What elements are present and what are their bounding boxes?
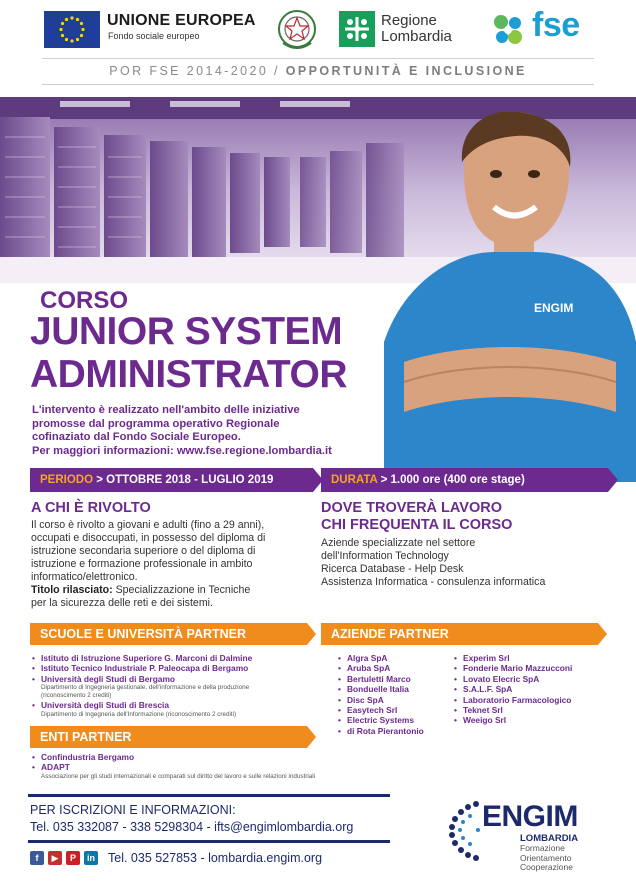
italian-republic-emblem-icon — [277, 9, 317, 51]
por-prefix: POR FSE 2014-2020 / — [109, 64, 280, 78]
periodo-label: PERIODO — [40, 474, 94, 486]
divider — [42, 84, 594, 85]
aziende-list-col-2 — [454, 653, 614, 726]
eu-flag-icon — [44, 11, 100, 48]
list-item: • S.A.L.F. SpA — [454, 684, 614, 694]
chi-line-1: Il corso è rivolto a giovani e adulti (fino a 29 anni), — [31, 519, 265, 531]
por-suffix: OPPORTUNITÀ E INCLUSIONE — [285, 64, 527, 78]
aziende-arrow — [598, 623, 607, 645]
footer-tel-website: Tel. 035 527853 - lombardia.engim.org — [108, 851, 323, 865]
dove-text — [321, 537, 611, 589]
course-title-line-1: JUNIOR SYSTEM — [30, 310, 343, 353]
dove-line-4: Assistenza Informatica - consulenza informatica — [321, 576, 546, 588]
fse-logo-icon — [488, 10, 528, 50]
iscrizioni-contacts: Tel. 035 332087 - 338 5298304 - ifts@engimlombardia.org — [30, 820, 354, 834]
lombardia-rose-icon — [339, 11, 375, 47]
list-item: • Lovato Elecric SpA — [454, 674, 614, 684]
enti-list — [32, 752, 352, 781]
list-item-note: Dipartimento di Ingegneria gestionale, dell'informazione e della produzione — [41, 684, 250, 692]
list-item: • Istituto di Istruzione Superiore G. Marconi di Dalmine — [32, 653, 322, 663]
list-item: • Istituto Tecnico Industriale P. Paleocapa di Bergamo — [32, 663, 322, 673]
footer-rule — [28, 840, 390, 843]
dove-line-2: dell'Information Technology — [321, 550, 449, 562]
chi-line-5: informatico/elettronico. — [31, 571, 138, 583]
list-item-continuation: • di Rota Pierantonio — [338, 726, 453, 736]
lombardia-line-2: Lombardia — [381, 28, 452, 45]
titolo-text: Specializzazione in Tecniche — [115, 584, 251, 596]
list-item-note: Associazione per gli studi internazionali e comparati sul diritto del lavoro e sulle relazioni industriali — [41, 772, 316, 780]
intro-line-4: Per maggiori informazioni: www.fse.regione.lombardia.it — [32, 444, 332, 457]
engim-tagline-1: Formazione Orientamento — [520, 843, 572, 863]
engim-region: LOMBARDIA — [520, 833, 579, 844]
scuole-partner-header: SCUOLE E UNIVERSITÀ PARTNER — [30, 623, 307, 645]
list-item: • Bertuletti Marco — [338, 674, 453, 684]
periodo-bar — [30, 468, 313, 492]
list-item: • Fonderie Mario Mazzucconi — [454, 663, 614, 673]
lombardia-line-1: Regione — [381, 12, 437, 29]
intro-line-1: L'intervento è realizzato nell'ambito delle iniziative — [32, 404, 300, 416]
eu-subtitle: Fondo sociale europeo — [108, 31, 200, 41]
list-item: • Algra SpA — [338, 653, 453, 663]
scuole-arrow — [307, 623, 316, 645]
chi-line-2: occupati e disoccupati, in possesso del diploma di — [31, 532, 266, 544]
lombardia-wordmark — [381, 13, 452, 45]
chi-heading: A CHI È RIVOLTO — [31, 500, 151, 516]
youtube-icon[interactable]: ▶ — [48, 851, 62, 865]
smiling-man-photo — [384, 112, 636, 482]
durata-label: DURATA — [331, 474, 378, 486]
logo-bar — [0, 0, 636, 60]
chi-line-3: istruzione secondaria superiore o del diploma di — [31, 545, 256, 557]
engim-tagline — [520, 844, 610, 873]
chi-line-6 — [31, 584, 313, 597]
linkedin-icon[interactable]: in — [84, 851, 98, 865]
list-item: • Electric Systems — [338, 715, 453, 725]
aziende-partner-header: AZIENDE PARTNER — [321, 623, 598, 645]
list-item: • Confindustria Bergamo — [32, 752, 352, 762]
list-item: • Easytech Srl — [338, 705, 453, 715]
list-item: • Bonduelle Italia — [338, 684, 453, 694]
enti-arrow — [307, 726, 316, 748]
list-item: • Weeigo Srl — [454, 715, 614, 725]
dove-line-3: Ricerca Database - Help Desk — [321, 563, 464, 575]
list-item: • Università degli Studi di Brescia — [32, 700, 322, 710]
list-item: • Teknet Srl — [454, 705, 614, 715]
periodo-value: > OTTOBRE 2018 - LUGLIO 2019 — [96, 474, 274, 486]
engim-wordmark: ENGIM — [482, 800, 578, 833]
intro-line-3: cofinaziato dal Fondo Sociale Europeo. — [32, 431, 241, 444]
shirt-logo: ENGIM — [534, 301, 574, 315]
durata-value: > 1.000 ore (400 ore stage) — [380, 474, 525, 486]
dove-heading-line-1: DOVE TROVERÀ LAVORO — [321, 500, 502, 516]
course-kicker: CORSO — [40, 287, 129, 314]
por-fse-caption — [0, 64, 636, 78]
iscrizioni-label: PER ISCRIZIONI E INFORMAZIONI: — [30, 803, 236, 817]
list-item: • Experim Srl — [454, 653, 614, 663]
enti-partner-header: ENTI PARTNER — [30, 726, 307, 748]
list-item: • Aruba SpA — [338, 663, 453, 673]
divider — [42, 58, 594, 59]
fse-wordmark: fse — [532, 6, 580, 44]
dove-heading — [321, 500, 512, 534]
list-item-note: Dipartimento di Ingegneria dell'Informazione (riconoscimento 2 crediti) — [41, 710, 237, 718]
aziende-list-col-1 — [338, 653, 453, 736]
pinterest-icon[interactable]: P — [66, 851, 80, 865]
facebook-icon[interactable]: f — [30, 851, 44, 865]
chi-text — [31, 519, 313, 610]
durata-arrow — [608, 468, 618, 492]
scuole-list — [32, 653, 322, 719]
chi-line-4: istruzione e formazione professionale in ambito — [31, 558, 253, 570]
engim-tagline-2: Cooperazione — [520, 862, 573, 872]
dove-line-1: Aziende specializzate nel settore — [321, 537, 476, 549]
list-item-continuation: • Laboratorio Farmacologico — [454, 695, 614, 705]
titolo-label: Titolo rilasciato: — [31, 584, 113, 596]
list-item: • Disc SpA — [338, 695, 453, 705]
dove-heading-line-2: CHI FREQUENTA IL CORSO — [321, 517, 513, 533]
course-intro — [32, 404, 412, 458]
intro-line-2: promosse dal programma operativo Regionale — [32, 417, 280, 430]
list-item: • Università degli Studi di Bergamo — [32, 674, 322, 684]
list-item: • ADAPT — [32, 762, 352, 772]
course-title-line-2: ADMINISTRATOR — [30, 353, 348, 396]
list-item-note: (riconoscimento 2 crediti) — [41, 692, 112, 700]
footer-rule — [28, 794, 390, 797]
durata-bar — [321, 468, 608, 492]
chi-line-7: per la sicurezza delle reti e dei sistemi. — [31, 597, 213, 609]
eu-title: UNIONE EUROPEA — [107, 12, 256, 29]
